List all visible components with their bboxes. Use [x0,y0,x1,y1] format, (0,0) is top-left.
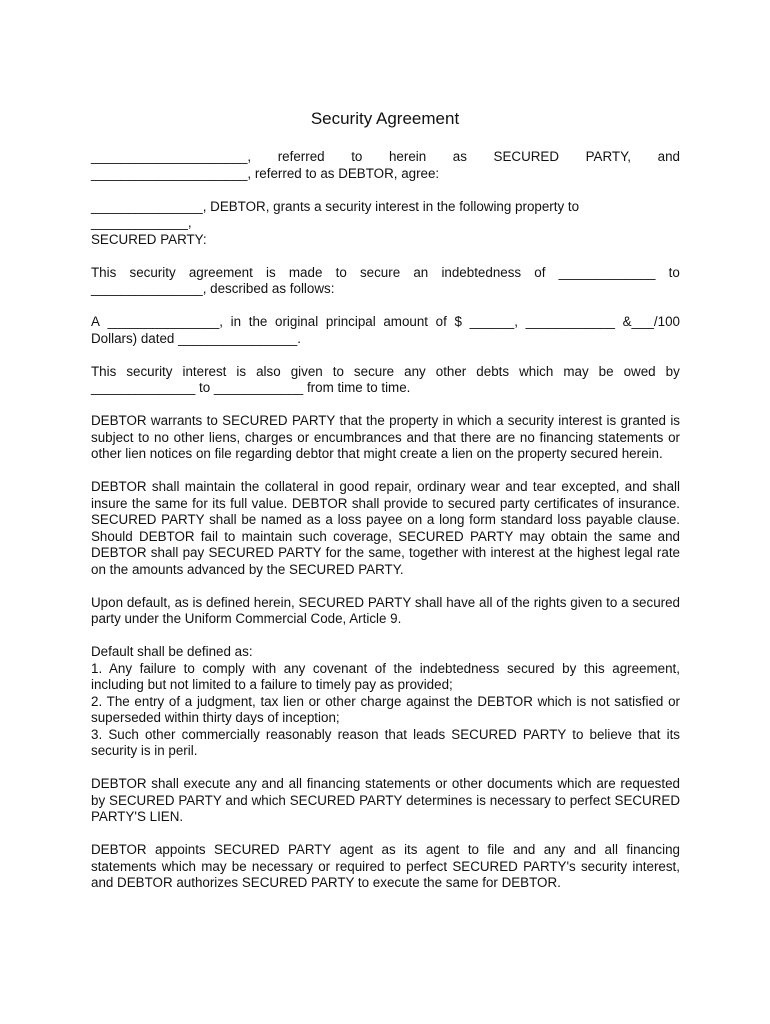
blank-field: ______, [469,314,518,329]
word: made [288,264,323,280]
indebtedness-paragraph [91,265,680,298]
word: to [332,363,344,379]
parties-paragraph [91,149,680,182]
word: as [452,149,467,164]
principal-line-2: Dollars) dated ________________. [91,330,301,346]
parties-line-1 [91,149,680,166]
word: agreement [188,264,253,280]
word: is [266,264,276,280]
word: of [534,264,546,280]
word: owed [623,363,656,379]
grant-line-1: _______________, DEBTOR, grants a security interest in the following property to _____________, [91,198,580,230]
other-debts-paragraph [91,364,680,397]
default-item-1: 1. Any failure to comply with any covenant of the indebtedness secured by this agreement, including but not limited to a failure to timely pay as provided; [91,660,680,692]
word: and [657,149,680,164]
word: secure [359,264,401,280]
word: to [668,264,680,280]
word: debts [476,363,510,379]
other-debts-line-1 [91,364,680,381]
other-debts-line-2: ______________ to ____________ from time to time. [91,380,411,395]
word: other [435,363,467,379]
financing-statements-paragraph: DEBTOR shall execute any and all financing statements or other documents which are requested by SECURED PARTY and which SECURED PARTY determines is necessary to perfect SECURED PARTY'S LIEN. [91,776,680,824]
word: given [290,363,323,379]
indebtedness-line-1 [91,265,680,282]
word: may [563,363,589,379]
word: secure [353,363,395,379]
default-item-2: 2. The entry of a judgment, tax lien or other charge against the DEBTOR which is not satisfied or superseded within thirty days of inception; [91,693,680,725]
word: security [126,363,173,379]
default-definition-section [91,644,680,760]
document-body [91,149,680,908]
word: be [598,363,614,379]
default-rights-paragraph: Upon default, as is defined herein, SECURED PARTY shall have all of the rights given to a secured party under the Uniform Commercial Code, Article 9. [91,594,680,626]
principal-paragraph [91,314,680,347]
word: any [404,363,426,379]
word: SECURED [493,149,560,164]
blank-field-secured-party: _____________________, [91,149,252,164]
grant-paragraph [91,199,680,249]
indebtedness-line-2: _______________, described as follows: [91,281,335,296]
word: to [351,149,363,164]
insurance-paragraph: DEBTOR shall maintain the collateral in good repair, ordinary wear and tear excepted, and shall insure the same for its full value. DEBTOR shall provide to secured party certificates of insurance. SECURED PARTY shall be named as a loss payee on a long form standard loss payable clause. Should DEBTOR fail to maintain such coverage, SECURED PARTY may obtain the same and DEBTOR shall pay SECURED PARTY for the same, together with interest at the highest legal rate on the amounts advanced by the SECURED PARTY. [91,479,680,577]
word: is [236,363,247,379]
blank-field: &___/100 [622,314,680,329]
word: referred [277,149,325,164]
word: original [275,314,319,329]
word: security [129,264,176,280]
principal-line-1 [91,314,680,331]
blank-field: ____________ [525,314,615,329]
blank-field: _____________ [558,264,656,280]
default-heading: Default shall be defined as: [91,644,253,659]
word: This [91,264,117,280]
grant-line-2: SECURED PARTY: [91,231,207,247]
word: of [435,314,447,329]
default-item-3: 3. Such other commercially reasonably reason that leads SECURED PARTY to believe that its security is in peril. [91,726,680,758]
word: principal [325,314,376,329]
blank-field: _______________, [107,314,224,329]
word: interest [182,363,227,379]
word: by [665,363,680,379]
warranty-paragraph: DEBTOR warrants to SECURED PARTY that the property in which a security interest is granted is subject to no other liens, charges or encumbrances and that there are no financing statements or other lien notices on file regarding debtor that might create a lien on the property secured herein. [91,413,680,461]
word: This [91,363,117,379]
document-title: Security Agreement [310,109,460,128]
word: an [413,264,429,280]
word: the [248,314,268,329]
parties-line-2: _____________________, referred to as DEBTOR, agree: [91,165,440,181]
word: amount [383,314,429,329]
word: A [91,314,100,329]
word: herein [388,149,427,164]
word: indebtedness [441,264,522,280]
word: to [335,264,347,280]
word: also [256,363,281,379]
word: in [230,314,242,329]
agent-appointment-paragraph: DEBTOR appoints SECURED PARTY agent as its agent to file and any and all financing statements which may be necessary or required to perfect SECURED PARTY's security interest, and DEBTOR authorizes SECURED PARTY to execute the same for DEBTOR. [91,842,680,890]
word: which [519,363,554,379]
word: PARTY, [585,149,632,164]
word: $ [454,314,462,329]
